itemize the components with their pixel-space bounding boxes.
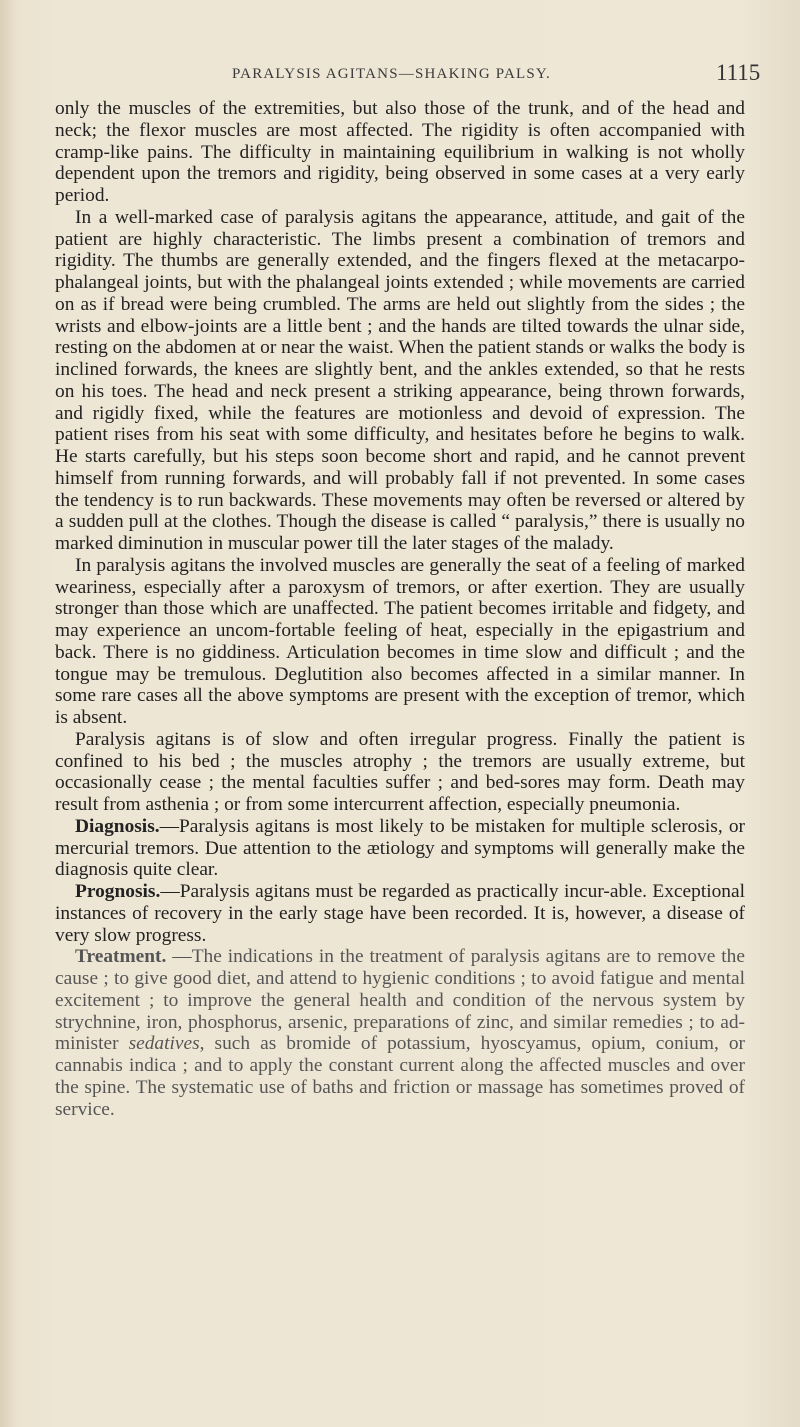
paragraph-text: —Paralysis agitans must be regarded as practically incur-able. Exceptional instances of recovery in the early stage have been recorded. It is, however, a disease of very slow progress. [55,881,745,946]
paragraph-text: In a well-marked case of paralysis agitans the appearance, attitude, and gait of the patient are highly characteristic. The limbs present a combination of tremors and rigidity. The thumbs are generally extended, and the fingers flexed at the metacarpo-phalangeal joints, but with the phalangeal joints extended ; while movements are carried on as if bread were being crumbled. The arms are held out slightly from the sides ; the wrists and elbow-joints are a little bent ; and the hands are tilted towards the ulnar side, resting on the abdomen at or near the waist. When the patient stands or walks the body is inclined forwards, the knees are slightly bent, and the ankles extended, so that he rests on his toes. The head and neck present a striking appearance, being thrown forwards, and rigidly fixed, while the features are motionless and devoid of expression. The patient rises from his seat with some difficulty, and hesitates before he begins to walk. He starts carefully, but his steps soon become short and rapid, and he cannot prevent himself from running forwards, and will probably fall if not prevented. In some cases the tendency is to run backwards. These movements may often be reversed or altered by a sudden pull at the clothes. Though the disease is called “ paralysis,” there is usually no marked diminution in muscular power till the later stages of the malady. [55,206,745,554]
paragraph-treatment [55,946,745,1120]
emphasis-text: sedatives [128,1033,200,1055]
paragraph-prognosis [55,881,745,946]
section-heading-prognosis: Prognosis. [75,881,161,902]
paragraph-diagnosis [55,816,745,881]
paragraph-text: —Paralysis agitans is most likely to be mistaken for multiple sclerosis, or mercurial tremors. Due attention to the ætiology and symptoms will generally make the diagnosis quite clear. [55,815,745,881]
paragraph-text: Paralysis agitans is of slow and often irregular progress. Finally the patient is confined to his bed ; the muscles atrophy ; the tremors are usually extreme, but occasionally cease ; the mental faculties suffer ; and bed-sores may form. Death may result from asthenia ; or from some intercurrent affection, especially pneumonia. [55,728,745,815]
body-text [55,98,745,1120]
section-heading-diagnosis: Diagnosis. [75,815,160,837]
section-heading-treatment: Treatment. [75,946,167,968]
paragraph-text: only the muscles of the extremities, but also those of the trunk, and of the head and neck; the flexor muscles are most affected. The rigidity is often accompanied with cramp-like pains. The difficulty in maintaining equilibrium in walking is not wholly dependent upon the tremors and rigidity, being observed in some cases at a very early period. [55,98,745,206]
page-number: 1115 [716,60,761,85]
paragraph-symptoms [55,555,745,729]
paragraph-text: In paralysis agitans the involved muscles are generally the seat of a feeling of marked weariness, especially after a paroxysm of tremors, or after exertion. They are usually stronger than those which are unaffected. The patient becomes irritable and fidgety, and may experience an uncom-fortable feeling of heat, especially in the epigastrium and back. There is no giddiness. Articulation becomes in time slow and difficult ; and the tongue may be tremulous. Deglutition also becomes affected in a similar manner. In some rare cases all the above symptoms are present with the exception of tremor, which is absent. [55,554,745,728]
paragraph-text: —The indications in the treatment of paralysis agitans are to remove the cause ; to give good diet, and attend to hygienic conditions ; to avoid fatigue and mental excitement ; to improve the general health and condition of the nervous system by strychnine, iron, phosphorus, arsenic, preparations of zinc, and similar remedies ; to ad-minister [55,946,745,1055]
page-header [0,60,800,88]
paragraph-continuation [55,98,745,207]
paragraph-text: , such as bromide of potassium, hyoscyamus, opium, conium, or cannabis indica ; and to apply the constant current along the affected muscles and over the spine. The systematic use of baths and friction or massage has sometimes proved of service. [55,1033,745,1120]
paragraph-appearance [55,207,745,555]
paragraph-progress [55,729,745,816]
running-title: PARALYSIS AGITANS—SHAKING PALSY. [232,66,551,82]
